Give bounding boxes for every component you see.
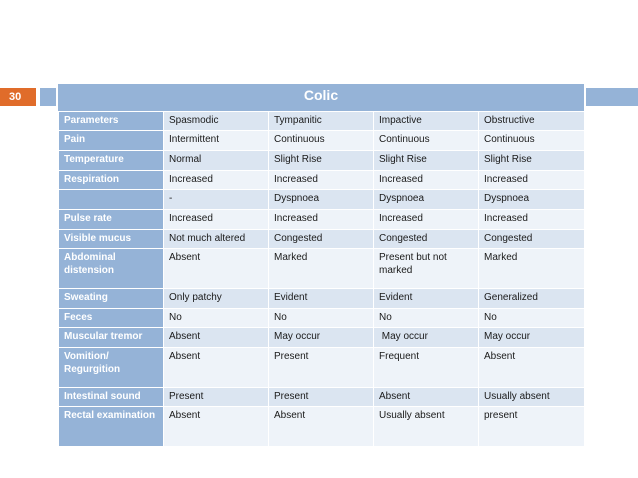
- table-row: [59, 289, 585, 309]
- row-label: Intestinal sound: [59, 388, 164, 407]
- table-row: [59, 249, 585, 289]
- row-label: [59, 190, 164, 210]
- row-label: Sweating: [59, 289, 164, 309]
- table-cell: -: [164, 190, 269, 210]
- table-cell: Increased: [479, 210, 585, 230]
- table-cell: Increased: [164, 171, 269, 190]
- table-cell: May occur: [479, 328, 585, 348]
- table-cell: Frequent: [374, 348, 479, 388]
- row-label: Rectal examination: [59, 407, 164, 447]
- table-cell: Absent: [269, 407, 374, 447]
- title-bar-right-accent: [586, 88, 638, 106]
- table-cell: Absent: [164, 328, 269, 348]
- title-bar-left-accent: [40, 88, 56, 106]
- table-cell: Absent: [479, 348, 585, 388]
- table-cell: Absent: [164, 249, 269, 289]
- table-cell: Generalized: [479, 289, 585, 309]
- table-cell: Slight Rise: [269, 151, 374, 171]
- table-cell: Dyspnoea: [269, 190, 374, 210]
- table-row: [59, 348, 585, 388]
- table-row: [59, 210, 585, 230]
- table-row: [59, 112, 585, 131]
- table-cell: Evident: [374, 289, 479, 309]
- table-cell: Absent: [164, 348, 269, 388]
- table-cell: Increased: [374, 171, 479, 190]
- table-cell: No: [269, 309, 374, 328]
- row-label: Pulse rate: [59, 210, 164, 230]
- table-row: [59, 230, 585, 249]
- table-cell: Continuous: [479, 131, 585, 151]
- table-row: [59, 388, 585, 407]
- table-cell: Increased: [164, 210, 269, 230]
- table-cell: present: [479, 407, 585, 447]
- row-label: Abdominal distension: [59, 249, 164, 289]
- page-title: Colic: [58, 84, 584, 112]
- table-cell: Present but not marked: [374, 249, 479, 289]
- table-row: [59, 151, 585, 171]
- table-cell: Increased: [269, 210, 374, 230]
- row-label: Temperature: [59, 151, 164, 171]
- table-cell: No: [479, 309, 585, 328]
- table-cell: May occur: [269, 328, 374, 348]
- table-cell: Evident: [269, 289, 374, 309]
- table-cell: Continuous: [374, 131, 479, 151]
- table-cell: Dyspnoea: [374, 190, 479, 210]
- table-cell: Present: [269, 388, 374, 407]
- table-cell: Slight Rise: [479, 151, 585, 171]
- table-cell: Usually absent: [374, 407, 479, 447]
- table-cell: Obstructive: [479, 112, 585, 131]
- table-cell: Increased: [269, 171, 374, 190]
- table-cell: Intermittent: [164, 131, 269, 151]
- table-cell: Present: [269, 348, 374, 388]
- table-cell: Congested: [479, 230, 585, 249]
- row-label: Muscular tremor: [59, 328, 164, 348]
- colic-comparison-table: [58, 111, 585, 447]
- slide-number: 30: [0, 88, 36, 106]
- table-cell: Absent: [374, 388, 479, 407]
- row-label: Respiration: [59, 171, 164, 190]
- table-cell: Increased: [479, 171, 585, 190]
- table-cell: Usually absent: [479, 388, 585, 407]
- table-row: [59, 171, 585, 190]
- table-cell: Marked: [479, 249, 585, 289]
- table-cell: Increased: [374, 210, 479, 230]
- table-cell: May occur: [374, 328, 479, 348]
- table-cell: Slight Rise: [374, 151, 479, 171]
- row-label: Feces: [59, 309, 164, 328]
- table-cell: Not much altered: [164, 230, 269, 249]
- table-cell: Absent: [164, 407, 269, 447]
- table-cell: Impactive: [374, 112, 479, 131]
- table-row: [59, 309, 585, 328]
- table-cell: No: [164, 309, 269, 328]
- table-cell: Spasmodic: [164, 112, 269, 131]
- table-row: [59, 190, 585, 210]
- row-label: Visible mucus: [59, 230, 164, 249]
- row-label: Vomition/ Regurgition: [59, 348, 164, 388]
- table-cell: Congested: [374, 230, 479, 249]
- table-cell: Present: [164, 388, 269, 407]
- table-cell: Continuous: [269, 131, 374, 151]
- table-row: [59, 407, 585, 447]
- table-cell: Marked: [269, 249, 374, 289]
- table-cell: Only patchy: [164, 289, 269, 309]
- table-cell: No: [374, 309, 479, 328]
- table-cell: Tympanitic: [269, 112, 374, 131]
- table-cell: Congested: [269, 230, 374, 249]
- row-label: Parameters: [59, 112, 164, 131]
- table-cell: Dyspnoea: [479, 190, 585, 210]
- table-row: [59, 328, 585, 348]
- row-label: Pain: [59, 131, 164, 151]
- table-row: [59, 131, 585, 151]
- table-cell: Normal: [164, 151, 269, 171]
